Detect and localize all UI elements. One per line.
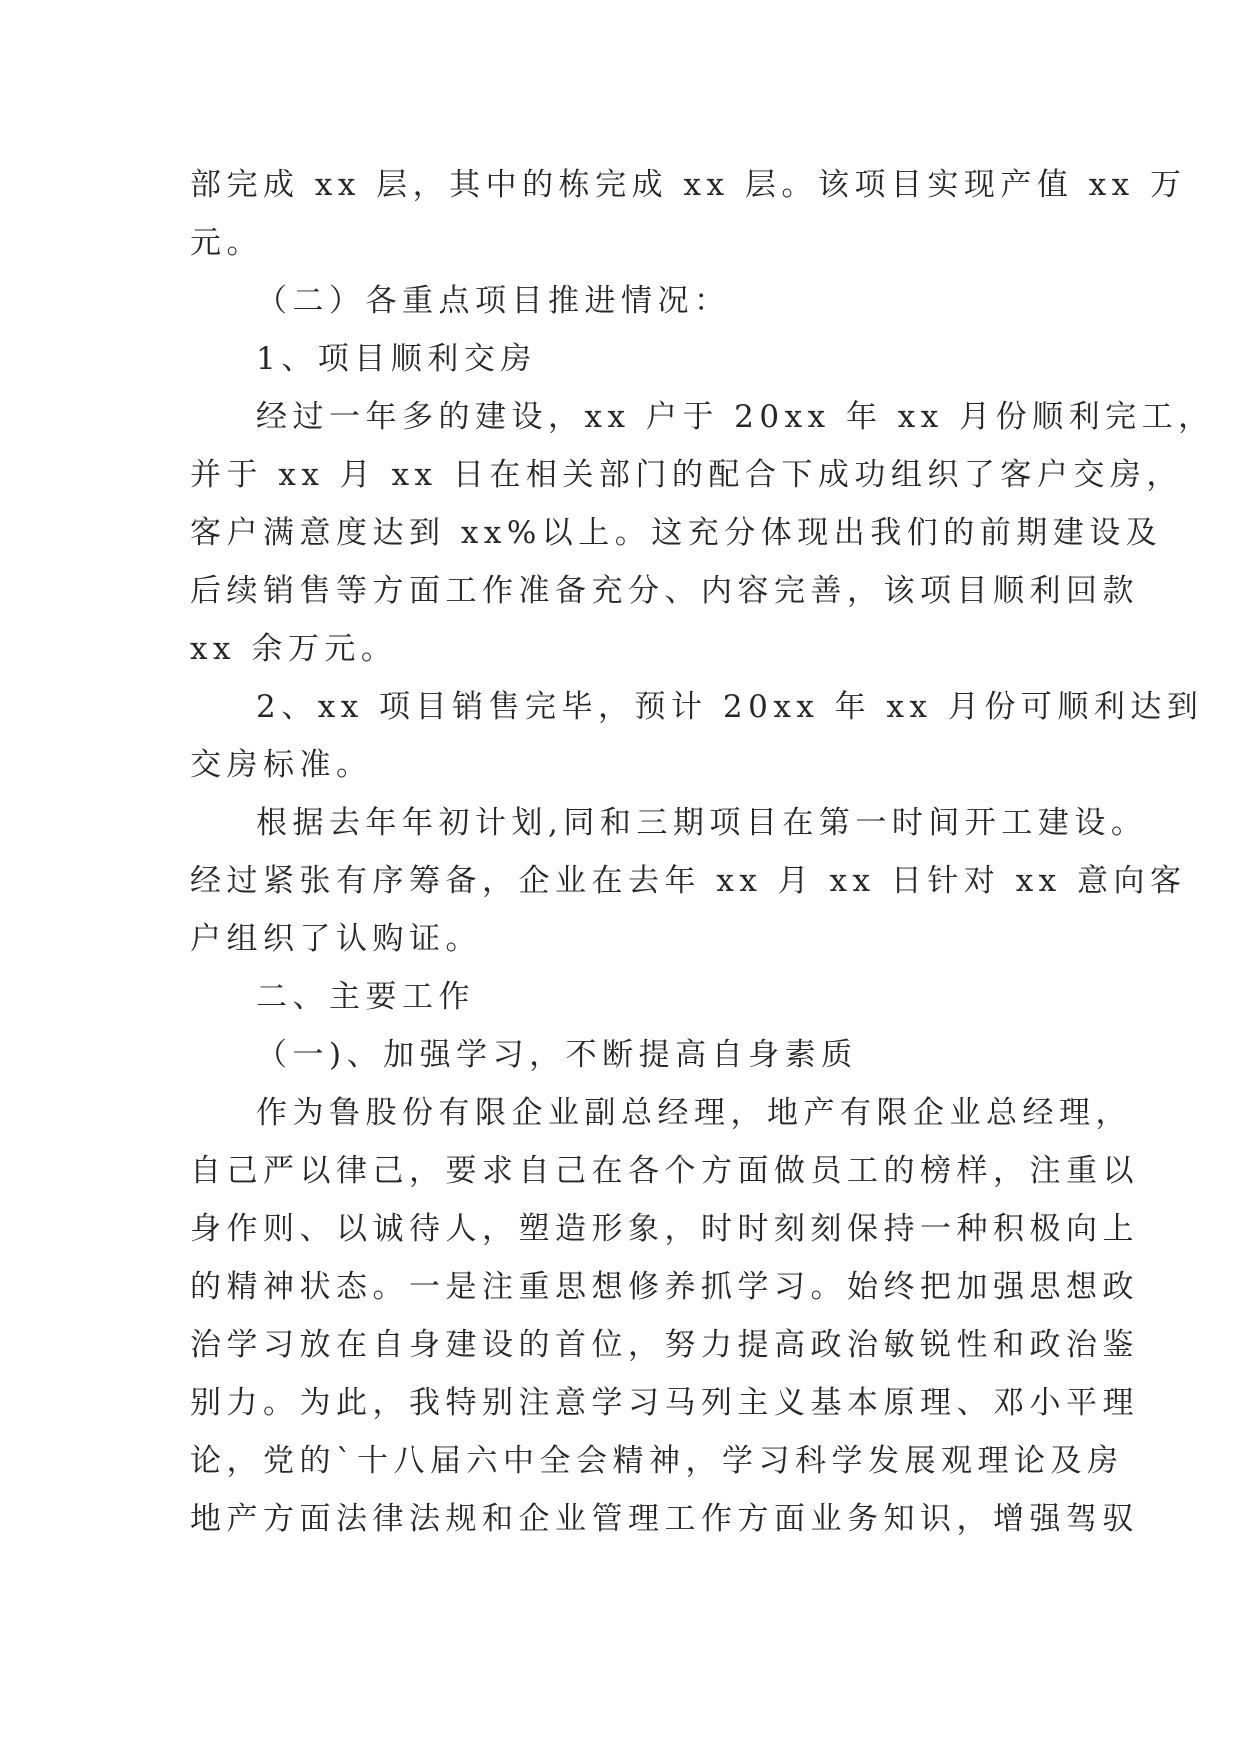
text-line: 并于 xx 月 xx 日在相关部门的配合下成功组织了客户交房， [190, 457, 1183, 493]
paragraph-line: 经过一年多的建设，xx 户于 20xx 年 xx 月份顺利完工， [256, 399, 1215, 435]
paragraph-line: 2、xx 项目销售完毕，预计 20xx 年 xx 月份可顺利达到 [256, 689, 1204, 725]
text-line: 治学习放在自身建设的首位，努力提高政治敏锐性和政治鉴 [190, 1327, 1139, 1363]
text-line: 身作则、以诚待人，塑造形象，时时刻刻保持一种积极向上 [190, 1211, 1139, 1247]
section-heading: （二）各重点项目推进情况： [256, 283, 731, 319]
document-body [190, 156, 1215, 1548]
text-line: 别力。为此，我特别注意学习马列主义基本原理、邓小平理 [190, 1385, 1139, 1421]
text-line: 客户满意度达到 xx%以上。这充分体现出我们的前期建设及 [190, 515, 1163, 551]
text-line: 交房标准。 [190, 747, 373, 783]
text-line: xx 余万元。 [190, 631, 398, 667]
text-line: 元。 [190, 225, 263, 261]
text-line: 部完成 xx 层，其中的栋完成 xx 层。该项目实现产值 xx 万 [190, 167, 1187, 203]
text-line: 户组织了认购证。 [190, 921, 482, 957]
subsection-heading: （一)、加强学习，不断提高自身素质 [256, 1037, 858, 1073]
text-line: 自己严以律己，要求自己在各个方面做员工的榜样，注重以 [190, 1153, 1139, 1189]
text-line: 地产方面法律法规和企业管理工作方面业务知识，增强驾驭 [190, 1501, 1139, 1537]
paragraph-line: 根据去年年初计划,同和三期项目在第一时间开工建设。 [256, 805, 1148, 841]
paragraph-line: 作为鲁股份有限企业副总经理，地产有限企业总经理， [256, 1095, 1132, 1131]
text-line: 经过紧张有序筹备，企业在去年 xx 月 xx 日针对 xx 意向客 [190, 863, 1187, 899]
text-line: 论，党的`十八届六中全会精神，学习科学发展观理论及房 [190, 1443, 1124, 1479]
text-line: 后续销售等方面工作准备充分、内容完善，该项目顺利回款 [190, 573, 1139, 609]
section-heading: 二、主要工作 [256, 979, 475, 1015]
subsection-heading: 1、项目顺利交房 [256, 341, 537, 377]
text-line: 的精神状态。一是注重思想修养抓学习。始终把加强思想政 [190, 1269, 1139, 1305]
